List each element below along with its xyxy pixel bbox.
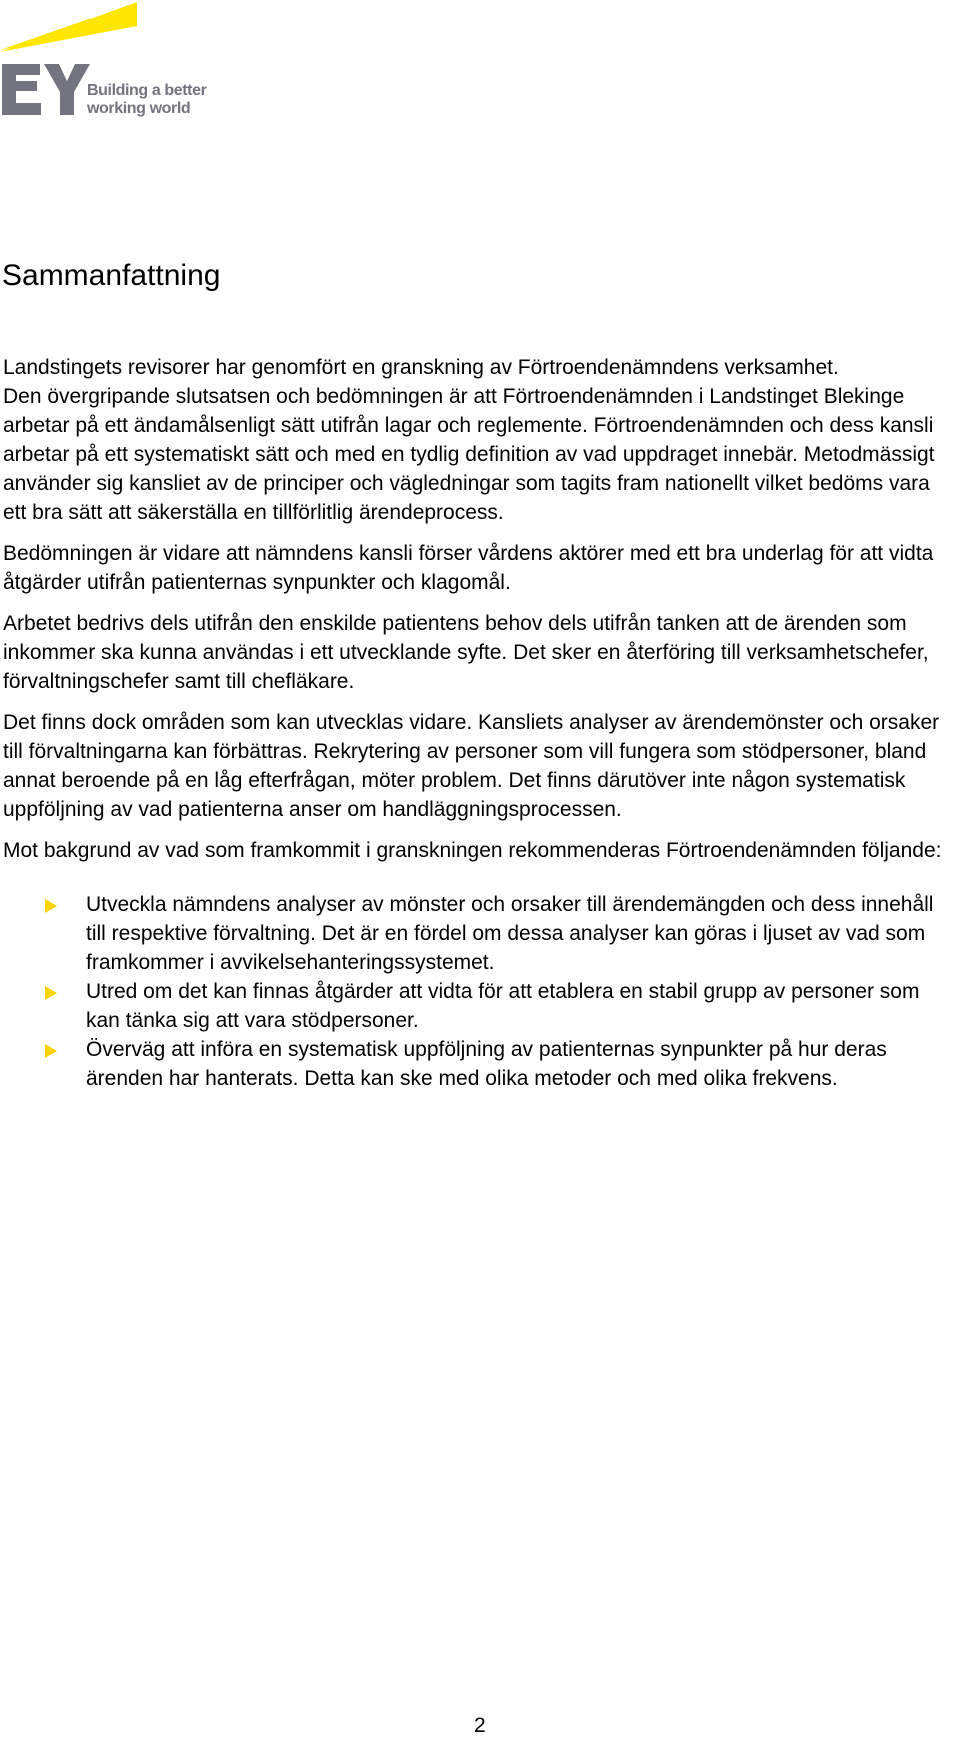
ey-tagline-line2: working world bbox=[87, 100, 191, 117]
page-title: Sammanfattning bbox=[2, 259, 221, 292]
recommendation-list bbox=[3, 890, 958, 1093]
paragraph-recommendation-intro: Mot bakgrund av vad som framkommit i granskningen rekommenderas Förtroendenämnden följande: bbox=[3, 839, 942, 862]
triangle-bullet-icon bbox=[45, 986, 57, 1000]
recommendation-text: Utred om det kan finnas åtgärder att vidta för att etablera en stabil grupp av personer som kan tänka sig att vara stödpersoner. bbox=[86, 980, 920, 1032]
recommendation-text: Överväg att införa en systematisk uppföljning av patienternas synpunkter på hur deras ärenden har hanterats. Detta kan ske med olika metoder och med olika frekvens. bbox=[86, 1038, 887, 1090]
list-item bbox=[3, 1035, 958, 1093]
paragraph-conclusion: Den övergripande slutsatsen och bedömningen är att Förtroendenämnden i Landstinget Blekinge arbetar på ett ändamålsenligt sätt utifrån lagar och reglemente. Förtroendenämnden och dess kansli arbetar på ett systematiskt sätt och med en tydlig definition av vad uppdraget innebär. Metodmässigt använder sig kansliet av de principer och vägledningar som tagits fram nationellt vilket bedöms vara ett bra sätt att säkerställa en tillförlitlig ärendeprocess. bbox=[3, 385, 935, 524]
ey-logo bbox=[0, 0, 230, 125]
document-body bbox=[3, 353, 958, 1093]
triangle-bullet-icon bbox=[45, 1044, 57, 1058]
ey-tagline bbox=[87, 82, 237, 118]
paragraph-work: Arbetet bedrivs dels utifrån den enskilde patientens behov dels utifrån tanken att de ärenden som inkommer ska kunna användas i ett utvecklande syfte. Det sker en återföring till verksamhetschefer, förvaltningschefer samt till chefläkare. bbox=[3, 612, 929, 693]
paragraph-assessment: Bedömningen är vidare att nämndens kansli förser vårdens aktörer med ett bra underlag för att vidta åtgärder utifrån patienternas synpunkter och klagomål. bbox=[3, 542, 934, 594]
triangle-bullet-icon bbox=[45, 899, 57, 913]
ey-beam-shape bbox=[0, 0, 230, 60]
recommendation-text: Utveckla nämndens analyser av mönster och orsaker till ärendemängden och dess innehåll till respektive förvaltning. Det är en fördel om dessa analyser kan göras i ljuset av vad som framkommer i avvikelsehanteringssystemet. bbox=[86, 893, 934, 974]
paragraph-intro: Landstingets revisorer har genomfört en granskning av Förtroendenämndens verksamhet. bbox=[3, 356, 839, 379]
ey-tagline-line1: Building a better bbox=[87, 82, 207, 99]
paragraph-development: Det finns dock områden som kan utvecklas vidare. Kansliets analyser av ärendemönster och orsaker till förvaltningarna kan förbättras. Rekrytering av personer som vill fungera som stödpersoner, bland annat beroende på en låg efterfrågan, möter problem. Det finns därutöver inte någon systematisk uppföljning av vad patienterna anser om handläggningsprocessen. bbox=[3, 711, 940, 821]
list-item bbox=[3, 977, 958, 1035]
page-number: 2 bbox=[474, 1714, 486, 1737]
list-item bbox=[3, 890, 958, 977]
ey-letters-icon bbox=[2, 64, 90, 115]
